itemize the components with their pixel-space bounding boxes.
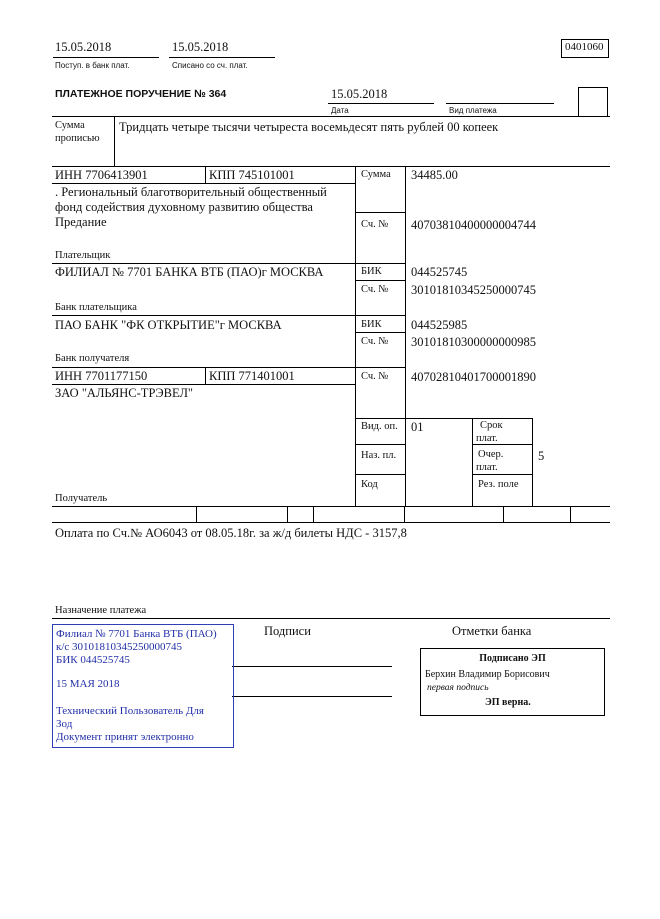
payer-account-value: 40703810400000004744 xyxy=(411,218,536,232)
stamp-line-7: Документ принят электронно xyxy=(56,731,194,743)
stamp-line-5: Технический Пользователь Для xyxy=(56,705,204,717)
naz-pl-label: Наз. пл. xyxy=(361,450,397,461)
date-received-label: Поступ. в банк плат. xyxy=(55,61,130,70)
stamp-line-1: Филиал № 7701 Банка ВТБ (ПАО) xyxy=(56,628,217,640)
divider xyxy=(52,522,610,523)
payee-bik-label: БИК xyxy=(361,319,382,330)
vid-op-value: 01 xyxy=(411,420,424,434)
form-code: 0401060 xyxy=(565,41,604,53)
bank-stamp xyxy=(52,624,234,748)
divider xyxy=(287,506,288,522)
srok-label-1: Срок xyxy=(480,420,503,431)
e-signature-box xyxy=(420,648,605,716)
stamp-line-6: Зод xyxy=(56,718,73,730)
divider xyxy=(355,166,356,506)
payer-account-label: Сч. № xyxy=(361,219,389,230)
divider xyxy=(114,116,115,166)
divider xyxy=(52,263,405,264)
amount-words-label-1: Сумма xyxy=(55,120,85,131)
payer-label: Плательщик xyxy=(55,250,111,261)
divider xyxy=(355,444,405,445)
payer-bank-account-label: Сч. № xyxy=(361,284,389,295)
divider xyxy=(355,332,405,333)
date-debited-label: Списано со сч. плат. xyxy=(172,61,248,70)
e-signature-signer: Берхин Владимир Борисович xyxy=(425,669,550,680)
payee-kpp: КПП 771401001 xyxy=(209,369,295,383)
sum-label: Сумма xyxy=(361,169,391,180)
divider xyxy=(52,367,405,368)
ocher-value: 5 xyxy=(538,449,545,463)
payee-account-label: Сч. № xyxy=(361,371,389,382)
payer-name-1: . Региональный благотворительный общественный xyxy=(55,185,327,199)
payment-code-box xyxy=(578,87,608,117)
payer-bank-label: Банк плательщика xyxy=(55,302,137,313)
amount-words-label-2: прописью xyxy=(55,133,100,144)
ocher-label-2: плат. xyxy=(476,462,498,473)
payer-bik-value: 044525745 xyxy=(411,265,468,279)
e-signature-role: первая подпись xyxy=(427,683,489,693)
divider xyxy=(472,444,532,445)
divider xyxy=(472,418,473,506)
divider xyxy=(328,103,434,104)
payee-bank-label: Банк получателя xyxy=(55,353,130,364)
amount-words-value: Тридцать четыре тысячи четыреста восемьдесят пять рублей 00 копеек xyxy=(119,120,499,134)
divider xyxy=(53,57,159,58)
sum-value: 34485.00 xyxy=(411,168,458,182)
payer-bank-account-value: 30101810345250000745 xyxy=(411,283,536,297)
payment-type-label: Вид платежа xyxy=(449,106,497,115)
payer-bik-label: БИК xyxy=(361,266,382,277)
signatures-label: Подписи xyxy=(264,624,311,638)
stamp-line-4: 15 МАЯ 2018 xyxy=(56,678,120,690)
e-signature-title: Подписано ЭП xyxy=(479,653,546,664)
divider xyxy=(52,384,356,385)
divider xyxy=(52,315,405,316)
divider xyxy=(169,57,275,58)
divider xyxy=(205,166,206,183)
order-date-label: Дата xyxy=(331,106,349,115)
divider xyxy=(355,280,405,281)
divider xyxy=(52,116,610,117)
divider xyxy=(532,418,533,506)
signature-line-2 xyxy=(232,696,392,697)
payee-bank-account-value: 30101810300000000985 xyxy=(411,335,536,349)
divider xyxy=(52,506,610,507)
purpose-text: Оплата по Сч.№ АО6043 от 08.05.18г. за ж/д билеты НДС - 3157,8 xyxy=(55,526,407,540)
payee-inn: ИНН 7701177150 xyxy=(55,369,148,383)
payee-label: Получатель xyxy=(55,493,108,504)
signature-line-1 xyxy=(232,666,392,667)
divider xyxy=(313,506,314,522)
divider xyxy=(355,212,405,213)
payer-name-2: фонд содействия духовному развитию общества xyxy=(55,200,313,214)
divider xyxy=(570,506,571,522)
srok-label-2: плат. xyxy=(476,433,498,444)
divider xyxy=(196,506,197,522)
form-code-box xyxy=(561,39,609,58)
payer-kpp: КПП 745101001 xyxy=(209,168,295,182)
payer-inn: ИНН 7706413901 xyxy=(55,168,148,182)
rez-pole-label: Рез. поле xyxy=(478,479,519,490)
payee-bik-value: 044525985 xyxy=(411,318,468,332)
bank-marks-label: Отметки банка xyxy=(452,624,532,638)
kod-label: Код xyxy=(361,479,378,490)
e-signature-status: ЭП верна. xyxy=(485,697,531,708)
ocher-label-1: Очер. xyxy=(478,449,504,460)
stamp-line-2: к/с 30101810345250000745 xyxy=(56,641,183,653)
payee-bank-account-label: Сч. № xyxy=(361,336,389,347)
divider xyxy=(205,367,206,384)
divider xyxy=(52,166,610,167)
payer-name-3: Предание xyxy=(55,215,107,229)
date-debited: 15.05.2018 xyxy=(172,40,229,54)
stamp-line-3: БИК 044525745 xyxy=(56,654,130,666)
divider xyxy=(52,618,610,619)
date-received: 15.05.2018 xyxy=(55,40,112,54)
divider xyxy=(503,506,504,522)
payer-bank-name: ФИЛИАЛ № 7701 БАНКА ВТБ (ПАО)г МОСКВА xyxy=(55,265,324,279)
divider xyxy=(355,474,405,475)
payee-account-value: 40702810401700001890 xyxy=(411,370,536,384)
divider xyxy=(405,166,406,506)
vid-op-label: Вид. оп. xyxy=(361,421,398,432)
divider xyxy=(472,474,532,475)
divider xyxy=(52,183,356,184)
page-title: ПЛАТЕЖНОЕ ПОРУЧЕНИЕ № 364 xyxy=(55,88,227,100)
divider xyxy=(446,103,554,104)
divider xyxy=(404,506,405,522)
payee-name: ЗАО "АЛЬЯНС-ТРЭВЕЛ" xyxy=(55,386,194,400)
purpose-label: Назначение платежа xyxy=(55,605,147,616)
payee-bank-name: ПАО БАНК "ФК ОТКРЫТИЕ"г МОСКВА xyxy=(55,318,282,332)
order-date: 15.05.2018 xyxy=(331,87,388,101)
divider xyxy=(355,418,532,419)
